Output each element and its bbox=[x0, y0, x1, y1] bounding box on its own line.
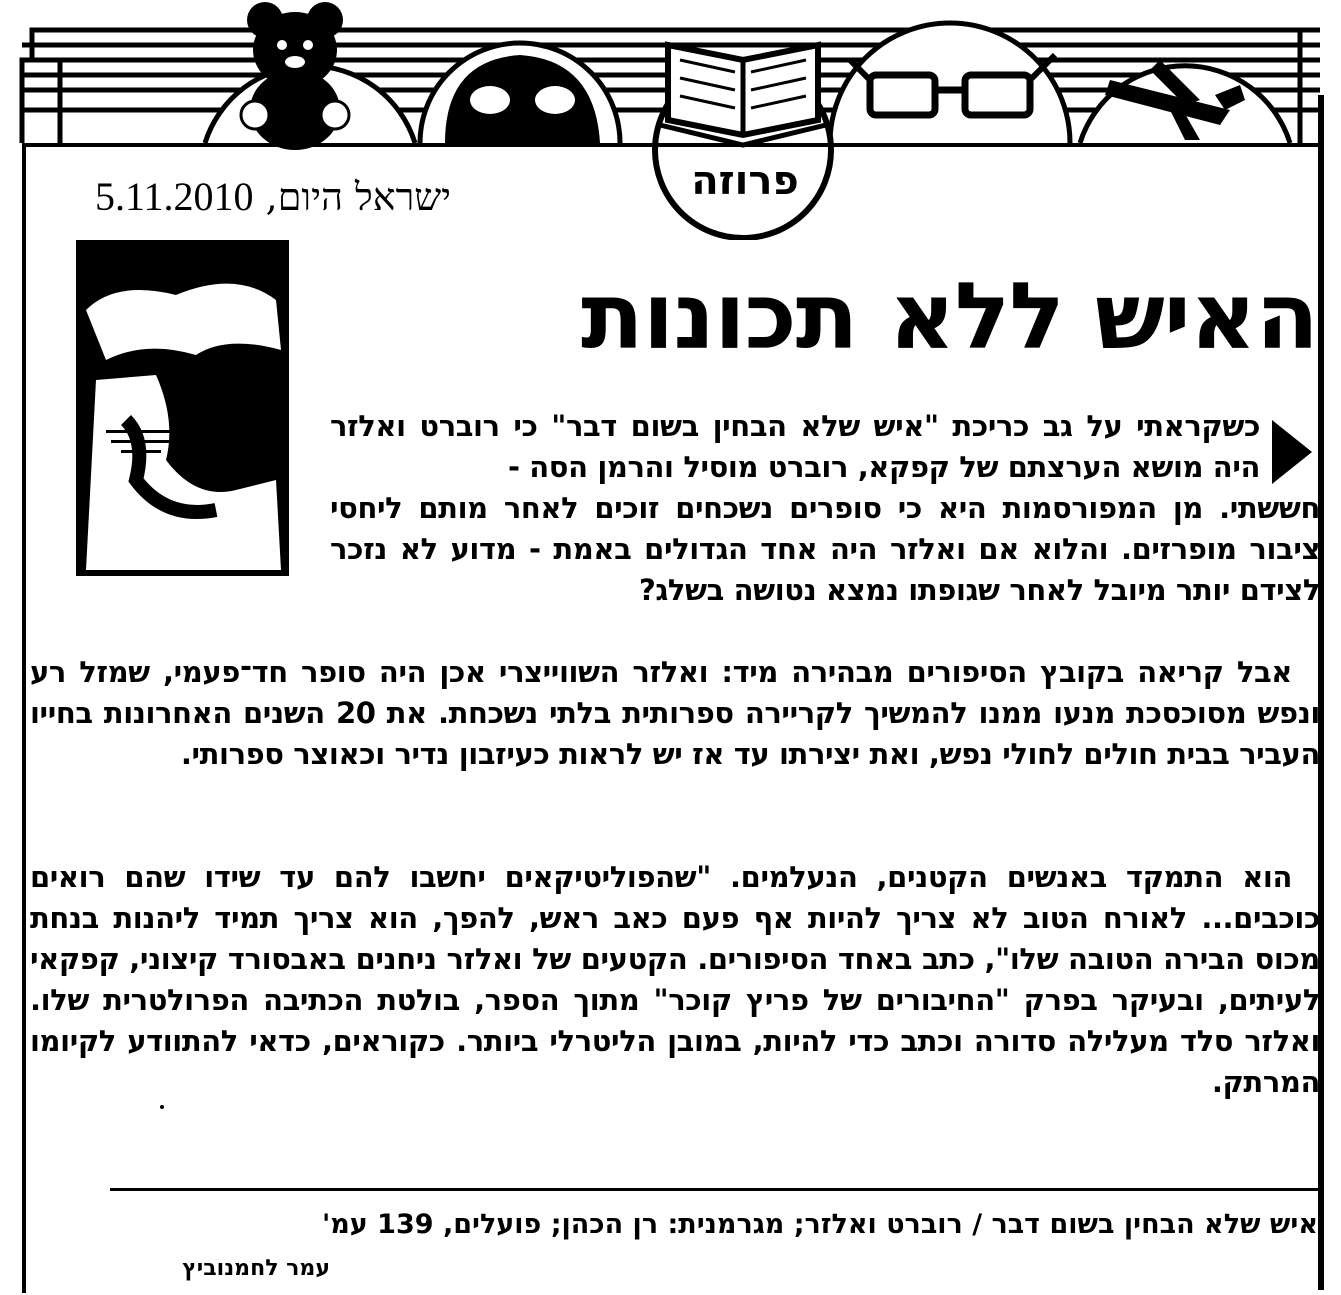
reviewer-name: עמר לחמנוביץ bbox=[182, 1256, 330, 1281]
book-cover-art bbox=[76, 240, 289, 576]
frame-top-border bbox=[22, 143, 1324, 147]
article-start-marker bbox=[1272, 420, 1312, 484]
publication-line bbox=[95, 175, 525, 219]
article-paragraph-2 bbox=[30, 652, 1320, 775]
publication-name: ישראל היום, bbox=[265, 175, 452, 219]
article-paragraph-3-text: הוא התמקד באנשים הקטנים, הנעלמים. "שהפוליטיקאים יחשבו להם עד שידו שהם רואים כוכבים... לאורח הטוב לא צריך להיות אף פעם כאב ראש, להפך, הוא צריך תמיד ליהנות בנחת מכוס הבירה הטובה שלו", כתב באחד הסיפורים. הקטעים של ואלזר ניחנים באבסורד קיצוני, קפקאי לעיתים, ובעיקר בפרק "החיבורים של פריץ קוכר" מתוך הספר, בולטת הכתיבה הפרולטרית שלו. ואלזר סלד מעלילה סדורה וכתב כדי להיות, במובן הליטרלי ביותר. כקוראים, כדאי להתוודע לקיומו המרתק. bbox=[30, 860, 1320, 1099]
book-cover-image bbox=[76, 240, 289, 576]
article-paragraph-3 bbox=[30, 857, 1320, 1103]
divider bbox=[110, 1188, 1318, 1191]
airplane-icon bbox=[1080, 60, 1290, 143]
section-badge-label: פרוזה bbox=[691, 158, 799, 204]
article-paragraph-1-top: כשקראתי על גב כריכת "איש שלא הבחין בשום דבר" כי רוברט ואלזר היה מושא הערצתם של קפקא, רוברט מוסיל והרמן הסה - bbox=[330, 409, 1260, 484]
frame-left-border bbox=[22, 143, 26, 1293]
article-paragraph-2-text: אבל קריאה בקובץ הסיפורים מבהירה מיד: ואלזר השווייצרי אכן היה סופר חד־פעמי, שמזל רע ונפש מסוכסכת מנעו ממנו להמשיך לקריירה ספרותית בלתי נשכחת. את 20 השנים האחרונות בחייו העביר בבית חולים לחולי נפש, ואת יצירתו עד אז יש לראות כעיזבון נדיר וכאוצר ספרותי. bbox=[30, 655, 1320, 771]
section-badge bbox=[680, 150, 810, 210]
publication-date: 5.11.2010 bbox=[95, 174, 254, 219]
article-headline: האיש ללא תכונות bbox=[580, 263, 1318, 370]
article-paragraph-1-bottom: חששתי. מן המפורסמות היא כי סופרים נשכחים זוכים לאחר מותם ליחסי ציבור מופרזים. והלוא אם ואלזר היה אחד הגדולים באמת - מדוע לא נזכר לצידם יותר מיובל לאחר שגופתו נמצא נטושה בשלג? bbox=[330, 491, 1320, 607]
glasses-icon bbox=[830, 23, 1070, 143]
print-speck bbox=[160, 1105, 164, 1109]
book-details: איש שלא הבחין בשום דבר / רוברט ואלזר; מגרמנית: רן הכהן; פועלים, 139 עמ' bbox=[321, 1209, 1318, 1240]
